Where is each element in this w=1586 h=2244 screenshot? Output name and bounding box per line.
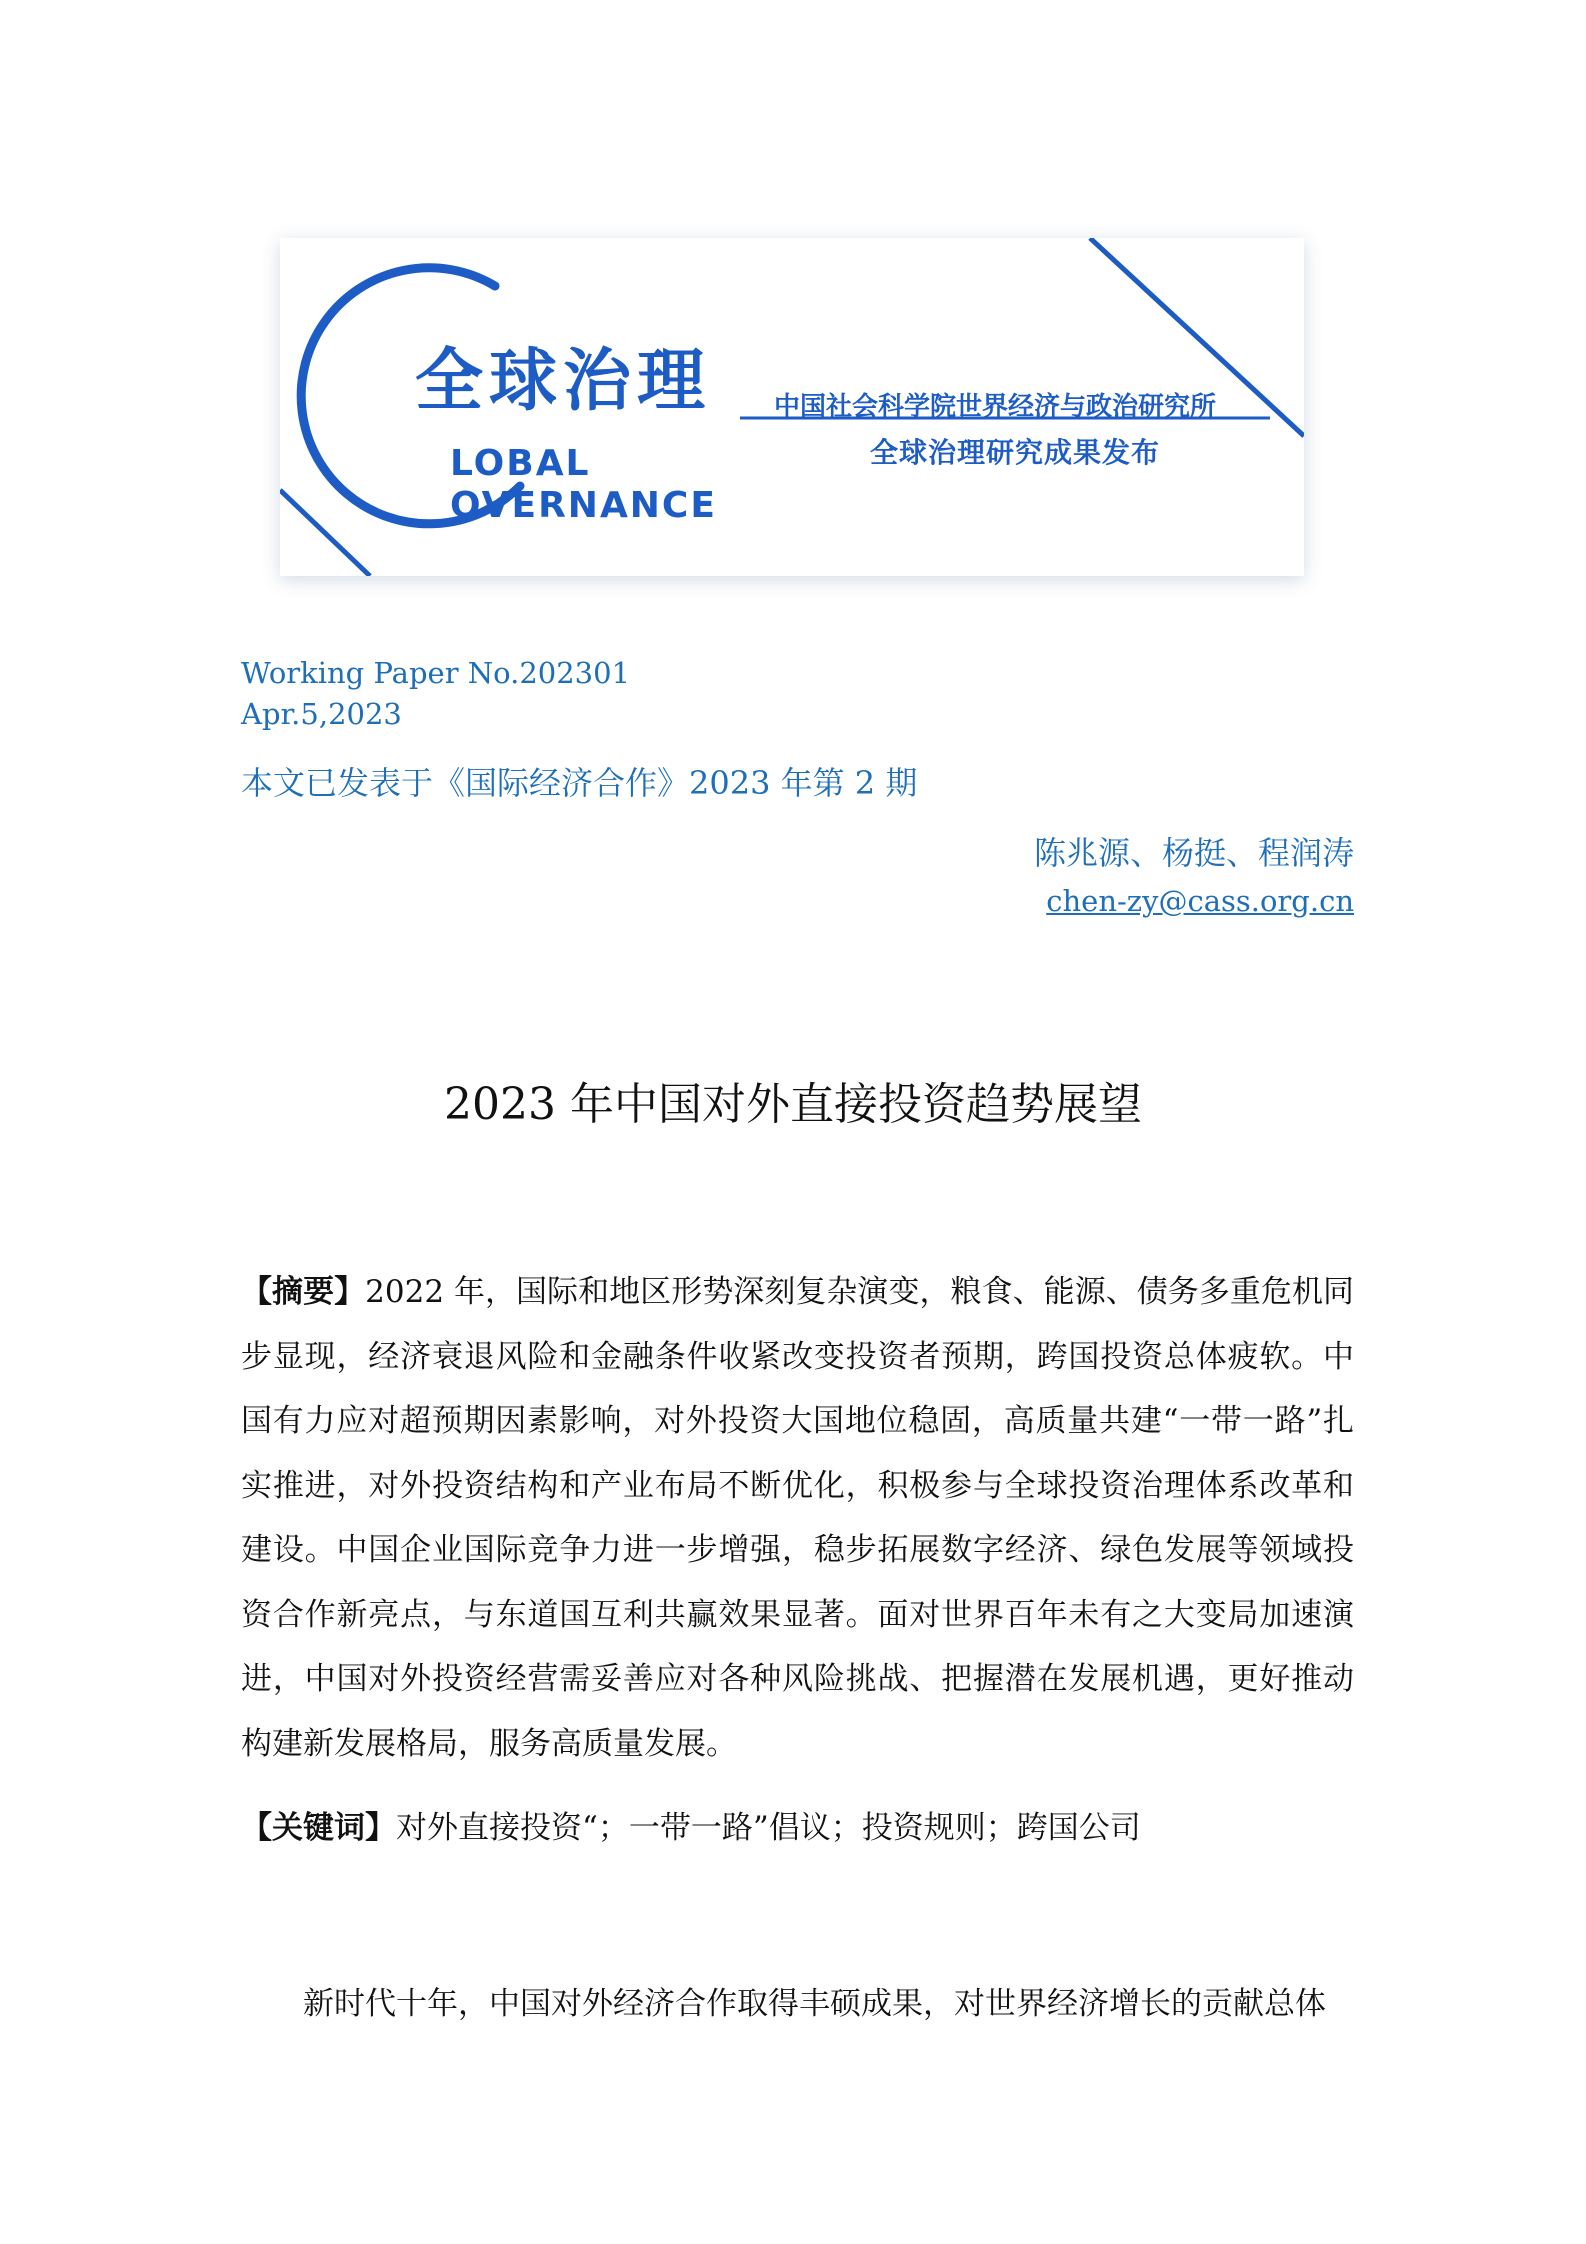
publication-line: 全球治理研究成果发布 [870,436,1161,469]
logo-chinese-name: 全球治理 [415,342,712,421]
body-first-line: 新时代十年，中国对外经济合作取得丰硕成果，对世界经济增长的贡献总体 [303,1986,1326,2022]
published-note: 本文已发表于《国际经济合作》2023 年第 2 期 [241,764,918,802]
keywords-label: 【关键词】 [241,1810,396,1846]
header-banner [280,238,1304,576]
author-email-link[interactable]: chen-zy@cass.org.cn [1046,884,1354,918]
abstract-paragraph [241,1260,1354,1776]
logo-english-line2: OVERNANCE [450,485,717,526]
paper-date: Apr.5,2023 [241,697,402,731]
abstract-label: 【摘要】 [241,1274,366,1310]
abstract-text: 2022 年，国际和地区形势深刻复杂演变，粮食、能源、债务多重危机同步显现，经济衰退风险和金融条件收紧改变投资者预期，跨国投资总体疲软。中国有力应对超预期因素影响，对外投资大国地位稳固，高质量共建“一带一路”扎实推进，对外投资结构和产业布局不断优化，积极参与全球投资治理体系改革和建设。中国企业国际竞争力进一步增强，稳步拓展数字经济、绿色发展等领域投资合作新亮点，与东道国互利共赢效果显著。面对世界百年未有之大变局加速演进，中国对外投资经营需妥善应对各种风险挑战、把握潜在发展机遇，更好推动构建新发展格局，服务高质量发展。 [241,1274,1354,1762]
working-paper-number: Working Paper No.202301 [241,656,631,690]
keywords-paragraph [241,1796,1354,1860]
author-list: 陈兆源、杨挺、程润涛 [1033,834,1354,872]
keywords-text: 对外直接投资“；一带一路”倡议；投资规则；跨国公司 [396,1810,1141,1846]
logo-english-line1: LOBAL [450,443,591,484]
institute-name: 中国社会科学院世界经济与政治研究所 [774,392,1217,422]
paper-title: 2023 年中国对外直接投资趋势展望 [444,1079,1142,1130]
